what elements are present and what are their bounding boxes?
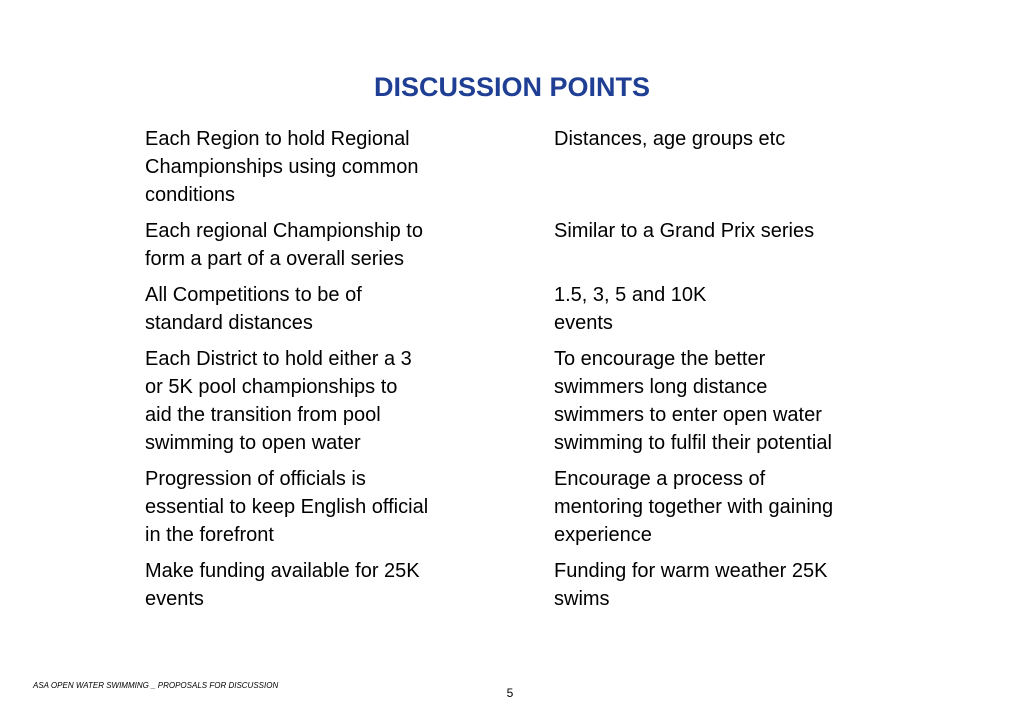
discussion-table — [145, 125, 895, 621]
detail-cell: 1.5, 3, 5 and 10K events — [554, 284, 707, 334]
point-cell: Each Region to hold Regional Championships using common conditions — [145, 128, 419, 206]
detail-cell: Distances, age groups etc — [554, 128, 786, 150]
table-row — [145, 465, 895, 549]
page-number: 5 — [506, 686, 514, 700]
point-cell: Each District to hold either a 3 or 5K pool championships to aid the transition from pool swimming to open water — [145, 348, 412, 454]
detail-cell: Similar to a Grand Prix series — [554, 220, 815, 242]
table-row — [145, 217, 895, 273]
slide-title: DISCUSSION POINTS — [373, 72, 651, 102]
table-row — [145, 345, 895, 457]
point-cell: Each regional Championship to form a part of a overall series — [145, 220, 423, 270]
table-row — [145, 281, 895, 337]
point-cell: Progression of officials is essential to keep English official in the forefront — [145, 468, 429, 546]
detail-cell: Encourage a process of mentoring together with gaining experience — [554, 468, 834, 546]
point-cell: All Competitions to be of standard distances — [145, 284, 362, 334]
point-cell: Make funding available for 25K events — [145, 560, 420, 610]
table-row — [145, 557, 895, 613]
detail-cell: Funding for warm weather 25K swims — [554, 560, 828, 610]
detail-cell: To encourage the better swimmers long distance swimmers to enter open water swimming to fulfil their potential — [554, 348, 832, 454]
table-row — [145, 125, 895, 209]
footer-text: ASA OPEN WATER SWIMMING _ PROPOSALS FOR DISCUSSION — [33, 681, 279, 690]
